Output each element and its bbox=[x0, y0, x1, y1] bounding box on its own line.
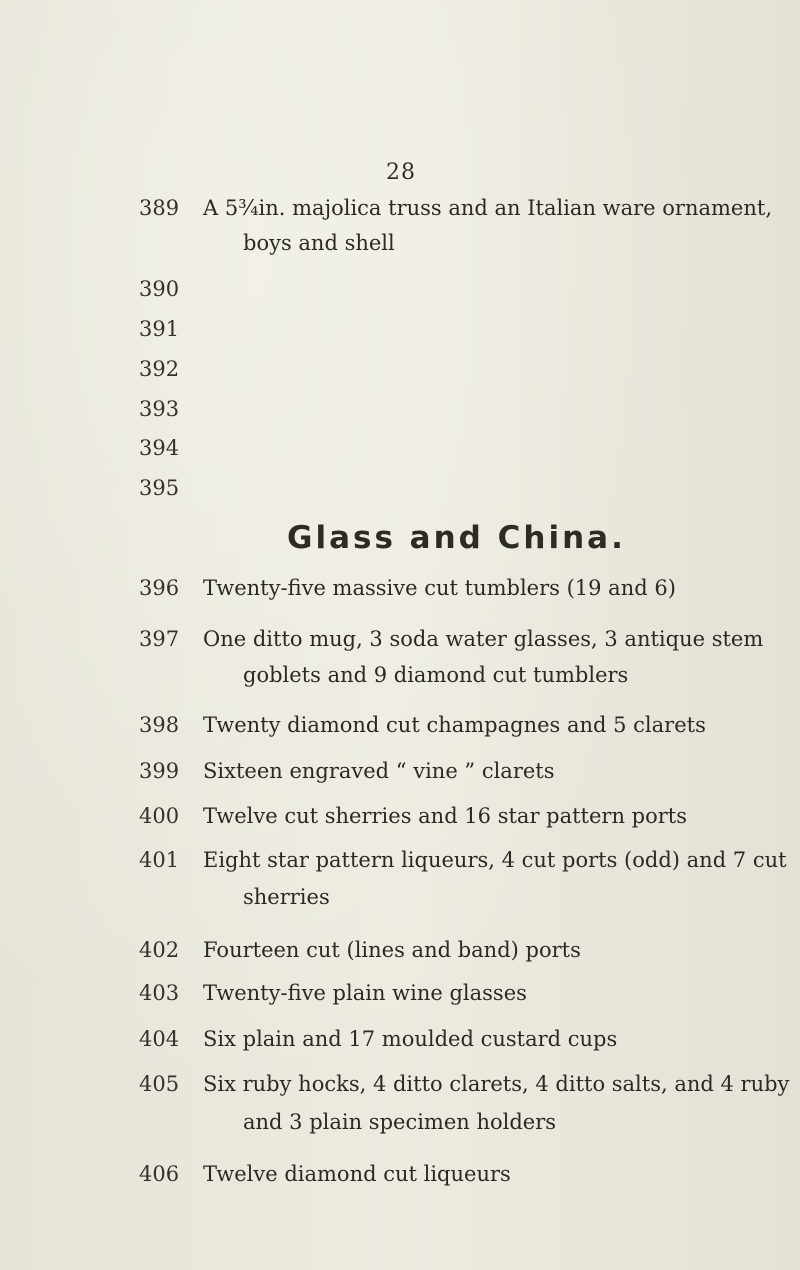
lot-number-392: 392 bbox=[139, 357, 180, 381]
lot-description-400: Twelve cut sherries and 16 star pattern ports bbox=[203, 804, 688, 828]
lot-number-390: 390 bbox=[139, 277, 180, 301]
lot-description-399: Sixteen engraved “ vine ” clarets bbox=[203, 759, 555, 783]
lot-description-405-continued: and 3 plain specimen holders bbox=[243, 1110, 557, 1134]
lot-number-391: 391 bbox=[139, 317, 180, 341]
lot-description-389: A 5¾in. majolica truss and an Italian ware ornament, bbox=[203, 196, 772, 220]
lot-description-397-continued: goblets and 9 diamond cut tumblers bbox=[243, 663, 629, 687]
lot-number-394: 394 bbox=[139, 436, 180, 460]
page-number: 28 bbox=[386, 160, 416, 185]
lot-description-406: Twelve diamond cut liqueurs bbox=[203, 1162, 511, 1186]
lot-number-399: 399 bbox=[139, 759, 180, 783]
lot-description-396: Twenty-five massive cut tumblers (19 and 6) bbox=[203, 576, 676, 600]
lot-number-405: 405 bbox=[139, 1072, 180, 1096]
lot-number-395: 395 bbox=[139, 476, 180, 500]
lot-description-403: Twenty-five plain wine glasses bbox=[203, 981, 527, 1005]
lot-description-402: Fourteen cut (lines and band) ports bbox=[203, 938, 581, 962]
lot-description-389-continued: boys and shell bbox=[243, 231, 395, 255]
lot-number-403: 403 bbox=[139, 981, 180, 1005]
lot-number-396: 396 bbox=[139, 576, 180, 600]
section-heading: Glass and China. bbox=[287, 520, 626, 556]
lot-number-406: 406 bbox=[139, 1162, 180, 1186]
lot-number-397: 397 bbox=[139, 627, 180, 651]
lot-number-398: 398 bbox=[139, 713, 180, 737]
lot-description-398: Twenty diamond cut champagnes and 5 clarets bbox=[203, 713, 706, 737]
lot-description-405: Six ruby hocks, 4 ditto clarets, 4 ditto salts, and 4 ruby bbox=[203, 1072, 790, 1096]
lot-description-397: One ditto mug, 3 soda water glasses, 3 antique stem bbox=[203, 627, 764, 651]
lot-description-404: Six plain and 17 moulded custard cups bbox=[203, 1027, 618, 1051]
lot-description-401: Eight star pattern liqueurs, 4 cut ports (odd) and 7 cut bbox=[203, 848, 787, 872]
lot-number-401: 401 bbox=[139, 848, 180, 872]
lot-number-393: 393 bbox=[139, 397, 180, 421]
lot-number-400: 400 bbox=[139, 804, 180, 828]
lot-description-401-continued: sherries bbox=[243, 885, 330, 909]
lot-number-402: 402 bbox=[139, 938, 180, 962]
lot-number-404: 404 bbox=[139, 1027, 180, 1051]
lot-number-389: 389 bbox=[139, 196, 180, 220]
